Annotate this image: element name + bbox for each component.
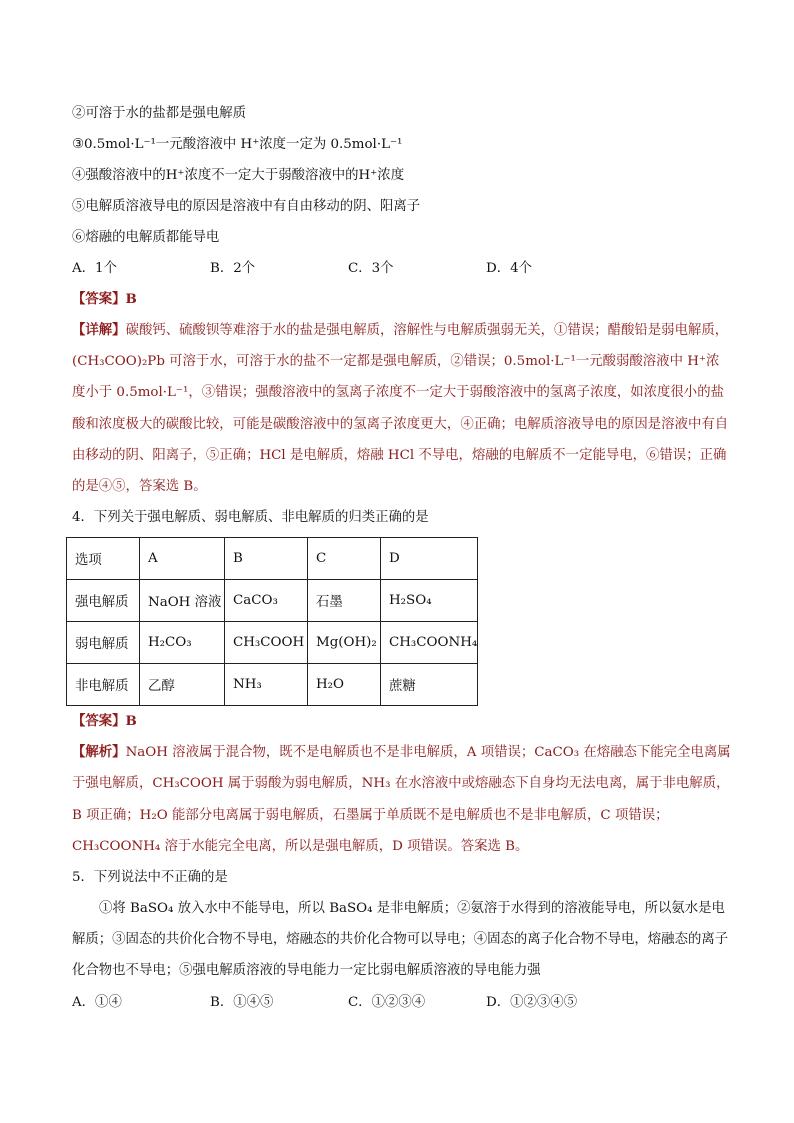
table-cell: 蔗糖 (381, 664, 478, 706)
q4-analysis-text: NaOH 溶液属于混合物，既不是电解质也不是非电解质，A 项错误；CaCO₃ 在熔融态下能完全电离属于强电解质，CH₃COOH 属于弱酸为弱电解质，NH₃ 在水溶液中或熔融态下自身均无法电离，属于非电解质，B 项正确；H₂O 能部分电离属于弱电解质，石墨属于单质既不是电解质也不是非电解质，C 项错误；CH₃COONH₄ 溶于水能完全电离，所以是强电解质，D 项错误。答案选 B。 (72, 745, 731, 854)
q3-option-b: B．2个 (210, 261, 256, 276)
table-cell: 乙醇 (140, 664, 225, 706)
table-cell: 石墨 (308, 580, 381, 622)
table-cell: H₂CO₃ (140, 622, 225, 664)
q5-option-d: D．①②③④⑤ (486, 994, 578, 1010)
statement-3: ③0.5mol·L⁻¹一元酸溶液中 H⁺浓度一定为 0.5mol·L⁻¹ (72, 137, 403, 152)
table-cell: B (225, 538, 308, 580)
table-cell: CH₃COONH₄ (381, 622, 478, 664)
q5-options (72, 987, 732, 1018)
q5-body: ①将 BaSO₄ 放入水中不能导电，所以 BaSO₄ 是非电解质；②氨溶于水得到的溶液能导电，所以氨水是电解质；③固态的共价化合物不导电，熔融态的共价化合物可以导电；④固态的离子化合物不导电，熔融态的离子化合物也不导电；⑤强电解质溶液的导电能力一定比弱电解质溶液的导电能力强 (72, 901, 729, 979)
table-cell: A (140, 538, 225, 580)
q5-option-a: A．①④ (72, 994, 122, 1010)
q5-option-b: B．①④⑤ (210, 994, 274, 1010)
table-cell: H₂O (308, 664, 381, 706)
q4-analysis (72, 737, 732, 862)
statement-4: ④强酸溶液中的H⁺浓度不一定大于弱酸溶液中的H⁺浓度 (72, 168, 405, 183)
table-cell: NaOH 溶液 (140, 580, 225, 622)
q3-detail (72, 315, 732, 502)
q3-option-a: A．1个 (72, 261, 117, 276)
q4-analysis-tag: 【解析】 (72, 744, 126, 761)
statement-5: ⑤电解质溶液导电的原因是溶液中有自由移动的阴、阳离子 (72, 199, 421, 214)
table-cell: NH₃ (225, 664, 308, 706)
q3-answer: 【答案】B (72, 291, 137, 307)
q4-answer: 【答案】B (72, 713, 137, 730)
q5-stem: 5．下列说法中不正确的是 (72, 870, 228, 886)
q3-detail-tag: 【详解】 (72, 322, 126, 338)
table-cell: CH₃COOH (225, 622, 308, 664)
table-row (67, 538, 478, 580)
table-cell: CaCO₃ (225, 580, 308, 622)
q3-option-d: D．4个 (486, 261, 533, 276)
document-page (72, 98, 732, 1018)
table-row (67, 580, 478, 622)
table-row (67, 664, 478, 706)
statement-2: ②可溶于水的盐都是强电解质 (72, 106, 247, 121)
q5-option-c: C．①②③④ (348, 994, 426, 1010)
table-cell: 弱电解质 (67, 622, 140, 664)
statement-6: ⑥熔融的电解质都能导电 (72, 230, 220, 245)
q3-option-c: C．3个 (348, 261, 394, 276)
table-cell: Mg(OH)₂ (308, 622, 381, 664)
q3-options (72, 253, 732, 284)
table-cell: 非电解质 (67, 664, 140, 706)
table-cell: D (381, 538, 478, 580)
q4-stem: 4．下列关于强电解质、弱电解质、非电解质的归类正确的是 (72, 510, 429, 526)
table-cell: C (308, 538, 381, 580)
table-cell: 选项 (67, 538, 140, 580)
table-cell: H₂SO₄ (381, 580, 478, 622)
q4-table (66, 537, 478, 706)
table-cell: 强电解质 (67, 580, 140, 622)
table-row (67, 622, 478, 664)
q3-detail-text: 碳酸钙、硫酸钡等难溶于水的盐是强电解质，溶解性与电解质强弱无关，①错误；醋酸铅是弱电解质，(CH₃COO)₂Pb 可溶于水，可溶于水的盐不一定都是强电解质，②错误；0.5mol·L⁻¹一元酸弱酸溶液中 H⁺浓度小于 0.5mol·L⁻¹，③错误；强酸溶液中的氢离子浓度不一定大于弱酸溶液中的氢离子浓度，如浓度很小的盐酸和浓度极大的碳酸比较，可能是碳酸溶液中的氢离子浓度更大，④正确；电解质溶液导电的原因是溶液中有自由移动的阴、阳离子，⑤正确；HCl 是电解质，熔融 HCl 不导电，熔融的电解质不一定能导电，⑥错误；正确的是④⑤，答案选 B。 (72, 323, 729, 495)
